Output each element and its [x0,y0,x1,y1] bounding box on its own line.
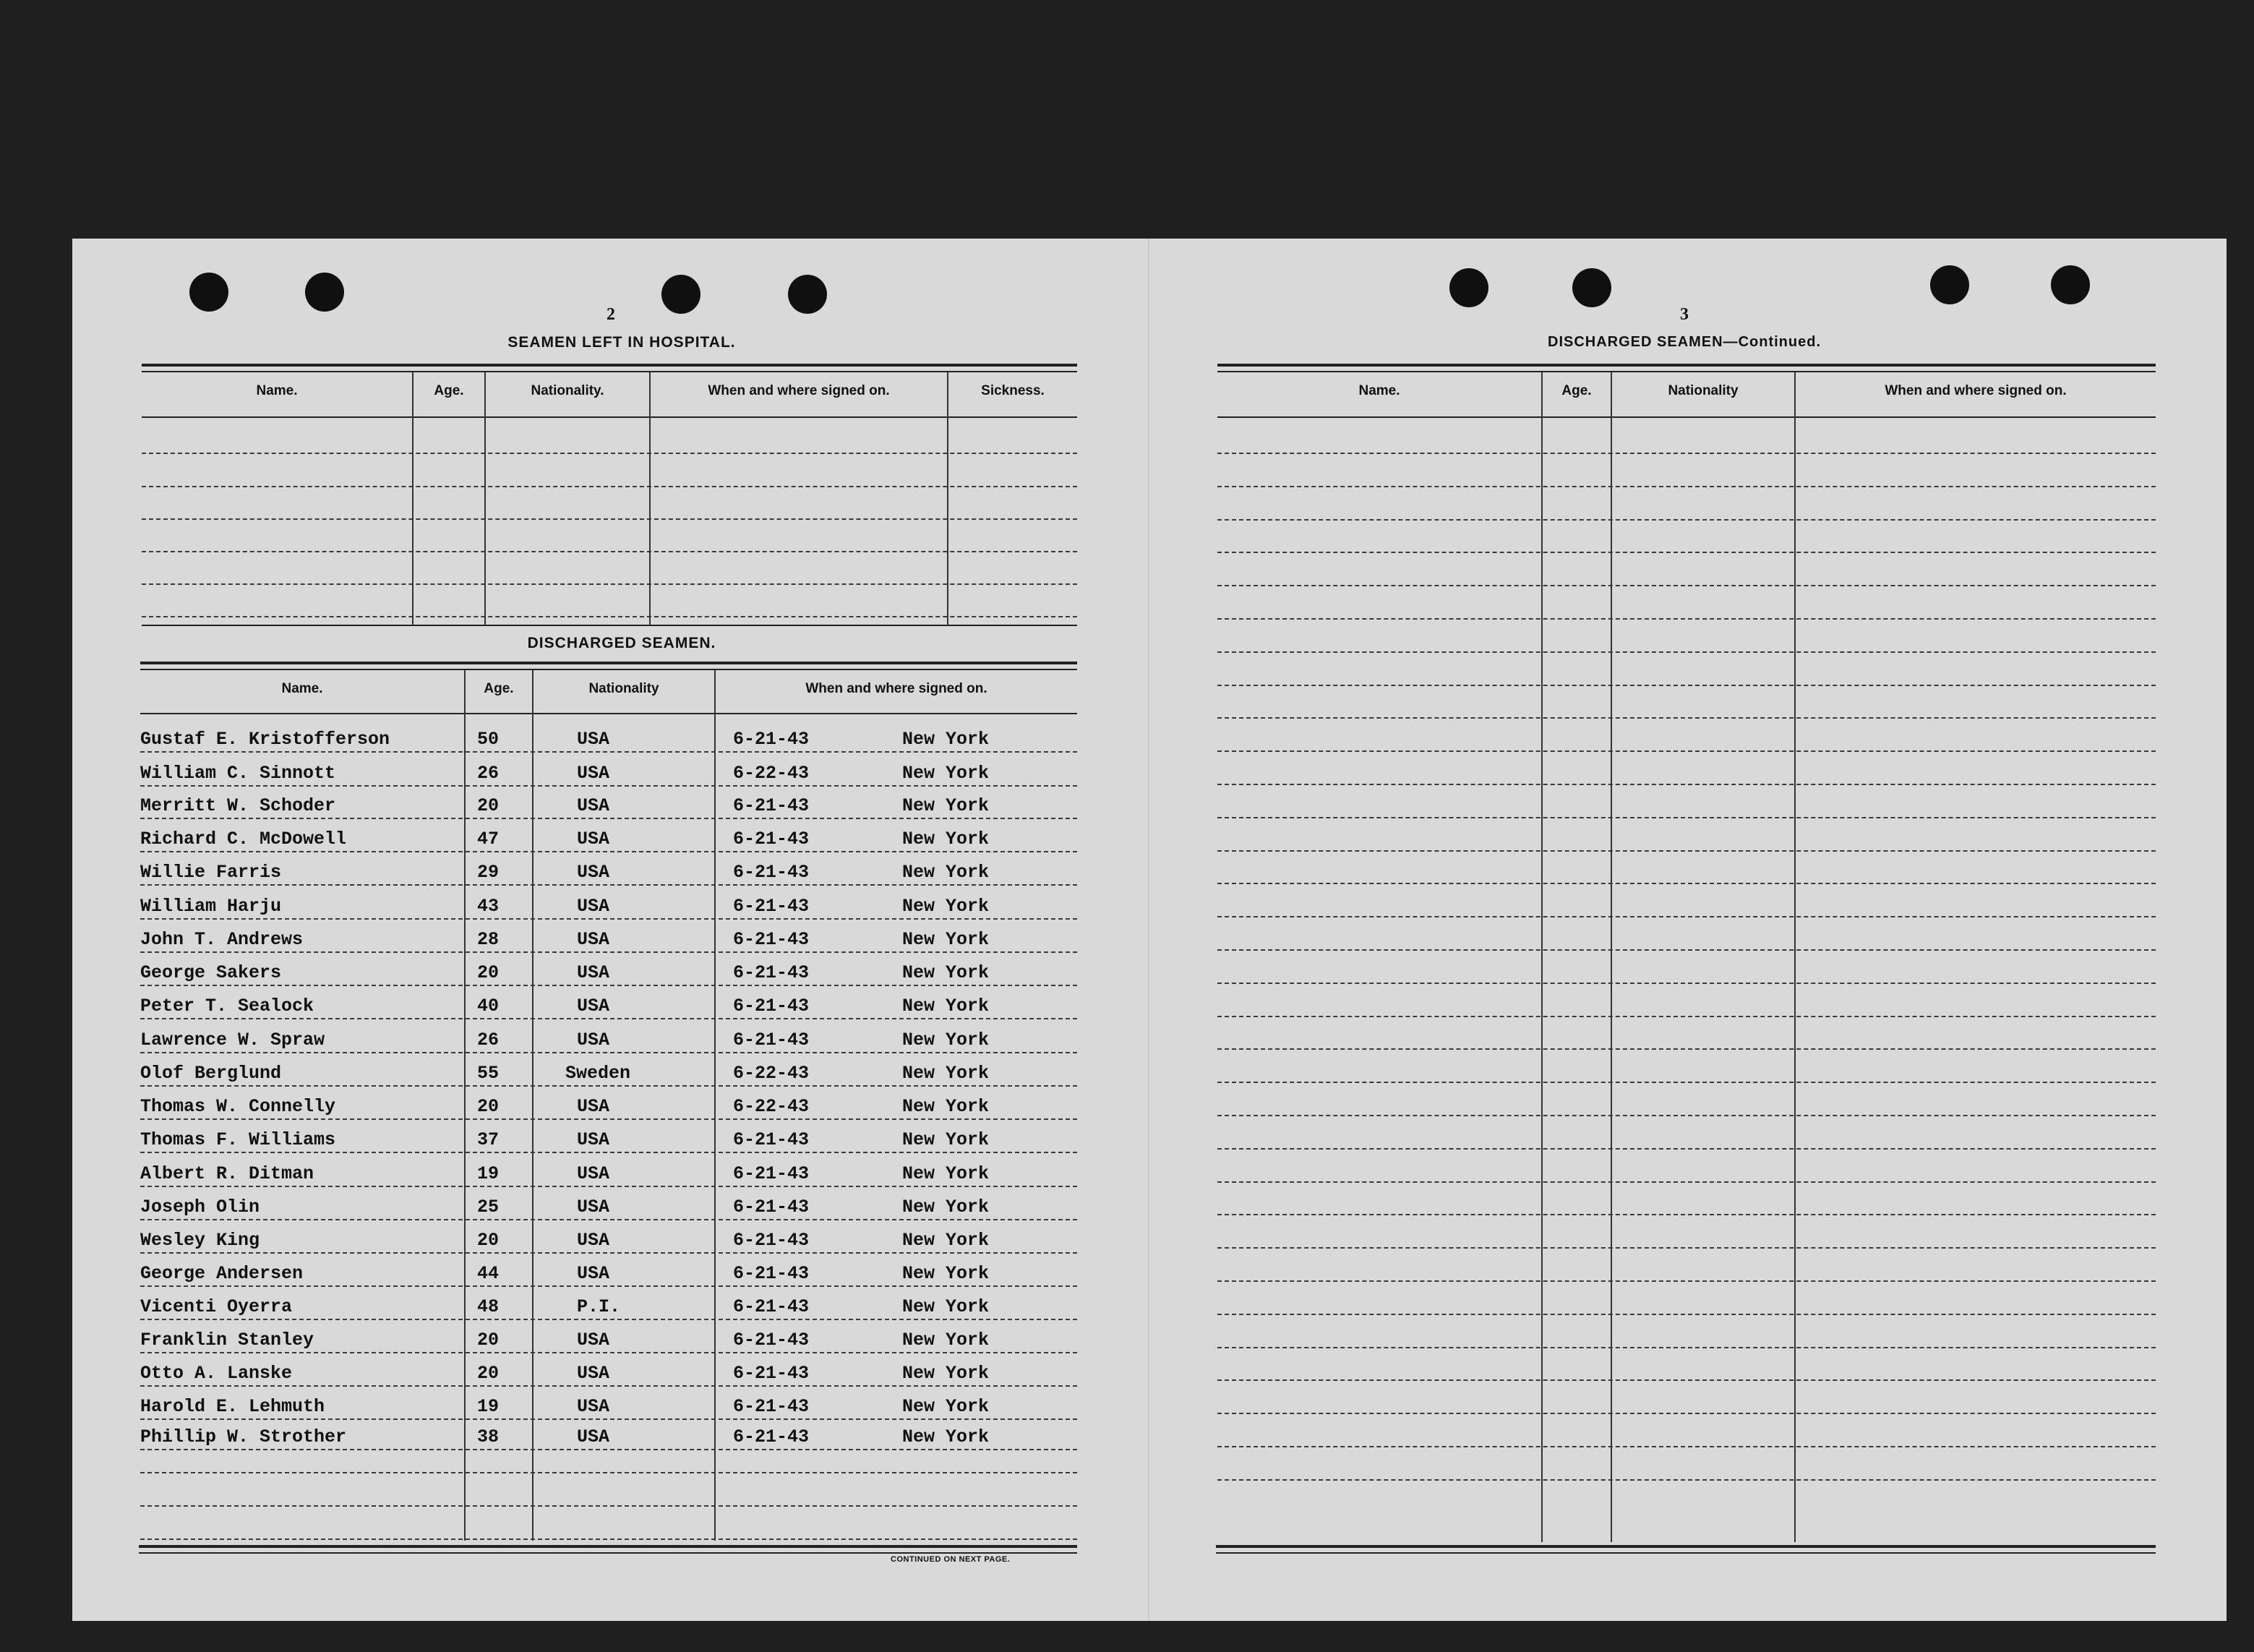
footer-rule [1216,1552,2156,1554]
ruled-line [142,616,1077,617]
ruled-line [1217,1347,2156,1348]
signed-on-place: New York [902,896,990,917]
ruled-line [140,1285,1077,1287]
seaman-age: 29 [477,862,500,883]
ruled-line [140,1252,1077,1254]
ruled-line [142,453,1077,454]
seaman-name: Otto A. Lanske [140,1363,293,1384]
signed-on-place: New York [902,996,990,1017]
signed-on-date: 6-21-43 [733,1230,810,1251]
column-header: Age. [484,681,514,696]
seaman-age: 50 [477,729,500,750]
signed-on-date: 6-21-43 [733,862,810,883]
seaman-name: William Harju [140,896,282,917]
signed-on-date: 6-22-43 [733,763,810,784]
signed-on-place: New York [902,1197,990,1217]
seaman-nationality: USA [577,1197,610,1217]
seaman-age: 20 [477,1096,500,1117]
ruled-line [1217,1446,2156,1447]
ruled-line [140,1538,1077,1540]
ruled-line [140,1118,1077,1120]
seaman-name: Peter T. Sealock [140,996,314,1017]
ruled-line [1217,585,2156,586]
seaman-name: Lawrence W. Spraw [140,1030,325,1050]
ruled-line [140,951,1077,953]
seaman-name: Merritt W. Schoder [140,795,336,816]
column-header: Name. [256,383,298,398]
ruled-line [140,1505,1077,1507]
seaman-age: 44 [477,1263,500,1284]
ruled-line [140,751,1077,753]
punch-hole [1449,268,1488,307]
ruled-line [140,1472,1077,1473]
section-rule [142,625,1077,626]
ruled-line [1217,1016,2156,1017]
header-rule [1217,364,2156,367]
seaman-nationality: USA [577,862,610,883]
ruled-line [140,818,1077,819]
seaman-nationality: USA [577,1230,610,1251]
signed-on-place: New York [902,929,990,950]
seaman-age: 43 [477,896,500,917]
seaman-nationality: P.I. [577,1296,621,1317]
ruled-line [1217,1247,2156,1249]
ruled-line [142,551,1077,552]
ruled-line [1217,651,2156,653]
seaman-name: Richard C. McDowell [140,829,347,849]
seaman-nationality: USA [577,1426,610,1447]
signed-on-date: 6-21-43 [733,1426,810,1447]
seaman-age: 19 [477,1396,500,1417]
ruled-line [1217,784,2156,785]
ruled-line [1217,850,2156,852]
footer-rule [1216,1545,2156,1548]
ruled-line [1217,949,2156,951]
ruled-line [1217,1214,2156,1215]
seaman-age: 20 [477,1330,500,1351]
seaman-name: Willie Farris [140,862,282,883]
punch-hole [1930,265,1969,304]
seaman-name: George Sakers [140,962,282,983]
signed-on-place: New York [902,1263,990,1284]
header-rule [140,662,1077,664]
seaman-nationality: USA [577,1330,610,1351]
ruled-line [1217,983,2156,984]
ruled-line [140,1418,1077,1420]
header-rule [140,669,1077,670]
ruled-line [1217,817,2156,818]
ruled-line [140,985,1077,986]
punch-hole [1572,268,1611,307]
ruled-line [1217,916,2156,917]
seaman-nationality: USA [577,929,610,950]
seaman-name: William C. Sinnott [140,763,336,784]
ruled-line [1217,552,2156,553]
signed-on-date: 6-21-43 [733,1330,810,1351]
signed-on-place: New York [902,795,990,816]
signed-on-date: 6-21-43 [733,1296,810,1317]
ruled-line [140,1018,1077,1019]
seaman-age: 26 [477,763,500,784]
seaman-age: 19 [477,1163,500,1184]
ruled-line [140,1052,1077,1053]
ruled-line [1217,717,2156,719]
ruled-line [1217,685,2156,686]
seaman-nationality: USA [577,996,610,1017]
seaman-name: Phillip W. Strother [140,1426,347,1447]
ruled-line [140,1352,1077,1353]
signed-on-place: New York [902,1030,990,1050]
punch-hole [788,275,827,314]
ruled-line [1217,1413,2156,1414]
ruled-line [1217,1314,2156,1315]
seaman-name: Albert R. Ditman [140,1163,314,1184]
column-divider [1794,372,1796,1542]
seaman-nationality: USA [577,1030,610,1050]
seaman-name: Harold E. Lehmuth [140,1396,325,1417]
seaman-name: John T. Andrews [140,929,304,950]
ruled-line [1217,1148,2156,1150]
page-fold [1148,239,1149,1621]
seaman-nationality: USA [577,1363,610,1384]
signed-on-date: 6-21-43 [733,1363,810,1384]
seaman-nationality: USA [577,1096,610,1117]
signed-on-date: 6-22-43 [733,1096,810,1117]
ruled-line [1217,618,2156,620]
ruled-line [1217,519,2156,521]
page-number: 2 [607,305,615,324]
seaman-name: Wesley King [140,1230,260,1251]
signed-on-place: New York [902,763,990,784]
column-header: When and where signed on. [708,383,890,398]
seaman-age: 48 [477,1296,500,1317]
signed-on-place: New York [902,1063,990,1084]
ruled-line [140,1449,1077,1450]
ruled-line [1217,883,2156,884]
signed-on-date: 6-22-43 [733,1063,810,1084]
seaman-age: 28 [477,929,500,950]
signed-on-date: 6-21-43 [733,1163,810,1184]
ruled-line [142,518,1077,520]
punch-hole [2051,265,2090,304]
ruled-line [1217,1280,2156,1282]
column-header: Name. [281,681,323,696]
ruled-line [140,1385,1077,1387]
hospital-section-title: SEAMEN LEFT IN HOSPITAL. [507,334,736,351]
signed-on-place: New York [902,1330,990,1351]
signed-on-date: 6-21-43 [733,1197,810,1217]
signed-on-place: New York [902,1363,990,1384]
ruled-line [1217,1048,2156,1050]
column-divider [649,372,651,625]
signed-on-place: New York [902,829,990,849]
signed-on-date: 6-21-43 [733,996,810,1017]
discharged-section-title: DISCHARGED SEAMEN. [527,635,716,651]
seaman-nationality: USA [577,1129,610,1150]
seaman-nationality: USA [577,1263,610,1284]
seaman-name: Franklin Stanley [140,1330,314,1351]
ruled-line [1217,1379,2156,1381]
seaman-nationality: USA [577,729,610,750]
ruled-line [140,785,1077,787]
ruled-line [140,851,1077,852]
signed-on-place: New York [902,1296,990,1317]
ruled-line [1217,750,2156,752]
seaman-nationality: USA [577,829,610,849]
column-header: When and where signed on. [805,681,987,696]
header-rule [1217,416,2156,418]
header-rule [142,416,1077,418]
seaman-name: Joseph Olin [140,1197,260,1217]
signed-on-place: New York [902,1396,990,1417]
signed-on-date: 6-21-43 [733,1263,810,1284]
header-rule [140,713,1077,714]
signed-on-date: 6-21-43 [733,896,810,917]
ruled-line [1217,1082,2156,1083]
signed-on-place: New York [902,862,990,883]
seaman-name: Vicenti Oyerra [140,1296,293,1317]
ruled-line [140,1219,1077,1220]
signed-on-place: New York [902,729,990,750]
header-rule [142,364,1077,367]
ruled-line [140,918,1077,920]
seaman-age: 20 [477,1230,500,1251]
signed-on-place: New York [902,1230,990,1251]
seaman-nationality: Sweden [565,1063,631,1084]
ruled-line [142,583,1077,585]
signed-on-date: 6-21-43 [733,962,810,983]
seaman-age: 37 [477,1129,500,1150]
column-divider [532,670,533,1541]
seaman-nationality: USA [577,896,610,917]
seaman-age: 20 [477,795,500,816]
column-divider [464,670,466,1541]
ruled-line [1217,486,2156,487]
signed-on-place: New York [902,962,990,983]
ruled-line [1217,1115,2156,1116]
seaman-nationality: USA [577,1396,610,1417]
ruled-line [142,486,1077,487]
signed-on-date: 6-21-43 [733,1129,810,1150]
seaman-nationality: USA [577,763,610,784]
continued-note: CONTINUED ON NEXT PAGE. [891,1555,1011,1564]
ruled-line [1217,453,2156,454]
ruled-line [140,884,1077,886]
header-rule [142,371,1077,372]
seaman-age: 38 [477,1426,500,1447]
column-header: Sickness. [981,383,1045,398]
ruled-line [140,1319,1077,1320]
seaman-age: 55 [477,1063,500,1084]
signed-on-place: New York [902,1426,990,1447]
signed-on-date: 6-21-43 [733,1030,810,1050]
signed-on-date: 6-21-43 [733,929,810,950]
seaman-nationality: USA [577,962,610,983]
seaman-age: 20 [477,1363,500,1384]
seaman-name: Thomas W. Connelly [140,1096,336,1117]
signed-on-date: 6-21-43 [733,795,810,816]
signed-on-date: 6-21-43 [733,1396,810,1417]
signed-on-place: New York [902,1163,990,1184]
signed-on-date: 6-21-43 [733,829,810,849]
seaman-age: 47 [477,829,500,849]
ruled-line [140,1085,1077,1087]
signed-on-date: 6-21-43 [733,729,810,750]
signed-on-place: New York [902,1096,990,1117]
seaman-name: Olof Berglund [140,1063,282,1084]
column-divider [714,670,716,1541]
column-divider [947,372,948,625]
column-divider [1541,372,1543,1542]
ruled-line [140,1152,1077,1153]
punch-hole [189,273,228,312]
ruled-line [1217,1181,2156,1183]
seaman-nationality: USA [577,1163,610,1184]
punch-hole [305,273,344,312]
seaman-age: 20 [477,962,500,983]
seaman-name: George Andersen [140,1263,304,1284]
seaman-age: 25 [477,1197,500,1217]
column-header: Age. [1561,383,1592,398]
seaman-name: Thomas F. Williams [140,1129,336,1150]
seaman-age: 26 [477,1030,500,1050]
continued-section-title: DISCHARGED SEAMEN—Continued. [1548,334,1821,350]
column-divider [484,372,486,625]
column-header: Nationality [1668,383,1739,398]
seaman-age: 40 [477,996,500,1017]
ruled-line [140,1186,1077,1187]
footer-rule [139,1552,1077,1554]
footer-rule [139,1545,1077,1548]
column-header: Nationality. [531,383,604,398]
column-header: Name. [1358,383,1400,398]
column-divider [412,372,413,625]
signed-on-place: New York [902,1129,990,1150]
punch-hole [661,275,700,314]
header-rule [1217,371,2156,372]
page-number: 3 [1680,305,1689,324]
column-header: Nationality [588,681,659,696]
column-header: Age. [434,383,464,398]
seaman-nationality: USA [577,795,610,816]
column-header: When and where signed on. [1885,383,2067,398]
column-divider [1611,372,1612,1542]
seaman-name: Gustaf E. Kristofferson [140,729,390,750]
ruled-line [1217,1479,2156,1481]
